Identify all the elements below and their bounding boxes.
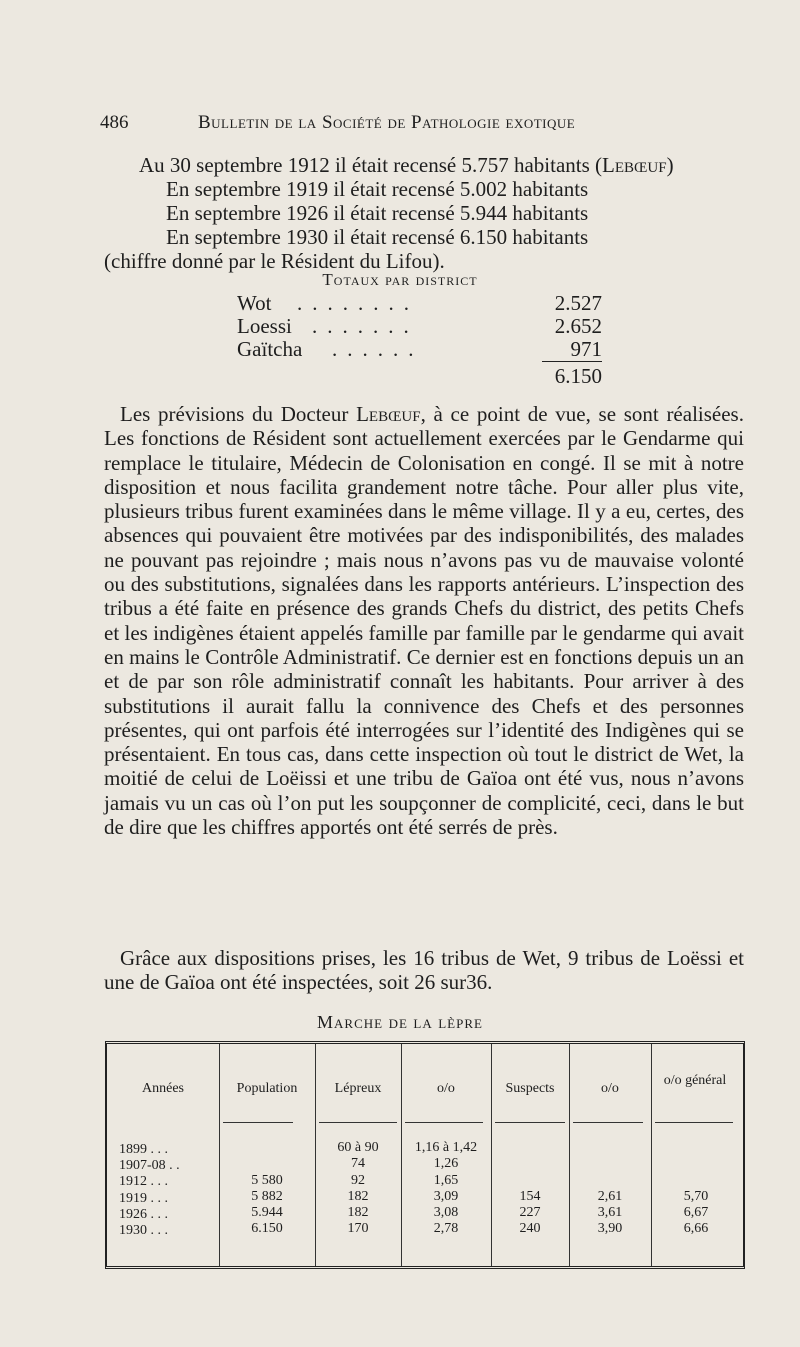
table-row-year: 1919 . . . <box>119 1191 168 1206</box>
cell-lepreux: 170 <box>347 1221 369 1236</box>
header-pct-general: o/o général <box>663 1073 727 1088</box>
district-value: 971 <box>570 337 602 361</box>
header-rule <box>655 1122 733 1123</box>
table-title: Marche de la lèpre <box>317 1012 483 1032</box>
header-rule <box>573 1122 643 1123</box>
cell-suspects: 240 <box>519 1221 541 1236</box>
leprosy-table <box>105 1041 745 1269</box>
leader-dots: ....... <box>312 314 419 338</box>
journal-title: Bulletin de la Société de Pathologie exotique <box>198 112 576 133</box>
census-line-2: En septembre 1919 il était recensé 5.002 habitants <box>166 177 589 201</box>
cell-pct-general: 6,67 <box>683 1205 709 1220</box>
author-name: Lebœuf <box>356 402 421 426</box>
table-row-year: 1912 . . . <box>119 1174 168 1189</box>
cell-pct: 1,16 à 1,42 <box>414 1140 478 1155</box>
cell-pct: 2,78 <box>433 1221 459 1236</box>
header-lepreux: Lépreux <box>334 1081 382 1096</box>
header-pct-suspects: o/o <box>601 1081 619 1096</box>
header-population: Population <box>236 1081 298 1096</box>
author-name: Lebœuf <box>602 153 667 177</box>
cell-lepreux: 182 <box>347 1205 369 1220</box>
table-row-year: 1930 . . . <box>119 1223 168 1238</box>
census-line-4: En septembre 1930 il était recensé 6.150 habitants <box>166 225 589 249</box>
cell-suspects: 154 <box>519 1189 541 1204</box>
cell-lepreux: 182 <box>347 1189 369 1204</box>
header-pct: o/o <box>437 1081 455 1096</box>
district-name: Gaïtcha <box>237 337 303 361</box>
header-rule <box>319 1122 397 1123</box>
table-row-year: 1926 . . . <box>119 1207 168 1222</box>
header-rule <box>495 1122 565 1123</box>
cell-lepreux: 92 <box>351 1173 365 1188</box>
cell-pct-general: 6,66 <box>683 1221 709 1236</box>
page-number: 486 <box>100 112 129 133</box>
district-value: 2.652 <box>554 314 602 338</box>
cell-pct-suspects: 3,61 <box>597 1205 623 1220</box>
census-line-1: Au 30 septembre 1912 il était recensé 5.757 habitants (Lebœuf) <box>139 153 674 177</box>
census-line-5: (chiffre donné par le Résident du Lifou). <box>104 249 445 273</box>
district-totals-title: Totaux par district <box>322 270 478 289</box>
cell-pct: 1,26 <box>433 1156 459 1171</box>
total-rule <box>542 361 602 362</box>
district-total: 6.150 <box>554 364 602 388</box>
header-annees: Années <box>142 1081 184 1096</box>
cell-suspects: 227 <box>519 1205 541 1220</box>
cell-lepreux: 60 à 90 <box>337 1140 379 1155</box>
district-name: Loessi <box>237 314 292 338</box>
cell-pct-suspects: 3,90 <box>597 1221 623 1236</box>
district-value: 2.527 <box>554 291 602 315</box>
header-rule <box>223 1122 293 1123</box>
cell-lepreux: 74 <box>351 1156 365 1171</box>
leader-dots: ...... <box>332 337 424 361</box>
cell-pct-suspects: 2,61 <box>597 1189 623 1204</box>
cell-population: 6.150 <box>251 1221 283 1236</box>
paragraph-1: Les prévisions du Docteur Lebœuf, à ce point de vue, se sont réalisées. Les fonctions de Résident sont actuellement exercées par le Gendarme qui remplace le titulaire, Médecin de Colonisation en congé. Il se mit à notre disposition et nous facilita grandement notre tâche. Pour aller plus vite, plusieurs tribus furent examinées dans le même village. Il y a eu, certes, des absences qui pouvaient être motivées par des indisponibilités, des malades ne pouvant pas rejoindre ; mais nous n’avons pas vu de mauvaise volonté ou des substitutions, signalées dans les rapports antérieurs. L’inspection des tribus a été faite en présence des grands Chefs du district, des petits Chefs et les indigènes étaient appelés famille par famille par le gendarme qui avait en mains le Contrôle Administratif. Ce dernier est en fonctions depuis un an et de par son rôle administratif connaît les habitants. Pour arriver à des substitutions il aurait fallu la connivence des Chefs et des personnes présentes, qui ont parfois été interrogées sur l’identité des Indigènes qui se présentaient. En tous cas, dans cette inspection où tout le district de Wet, la moitié de celui de Loëissi et une tribu de Gaïoa ont été vus, nous n’avons jamais vu un cas où l’on put les soupçonner de complicité, ceci, dans le but de dire que les chiffres apportés ont été serrés de près. <box>104 402 744 840</box>
table-row-year: 1907-08 . . <box>119 1158 180 1173</box>
cell-pct: 1,65 <box>433 1173 459 1188</box>
leader-dots: ........ <box>297 291 419 315</box>
table-row-year: 1899 . . . <box>119 1142 168 1157</box>
census-line-3: En septembre 1926 il était recensé 5.944 habitants <box>166 201 589 225</box>
district-name: Wot <box>237 291 272 315</box>
header-suspects: Suspects <box>505 1081 555 1096</box>
cell-population: 5.944 <box>251 1205 283 1220</box>
header-rule <box>405 1122 483 1123</box>
cell-pct-general: 5,70 <box>683 1189 709 1204</box>
cell-population: 5 580 <box>251 1173 283 1188</box>
paragraph-2: Grâce aux dispositions prises, les 16 tribus de Wet, 9 tribus de Loëssi et une de Gaïoa ont été inspectées, soit 26 sur36. <box>104 946 744 995</box>
cell-pct: 3,08 <box>433 1205 459 1220</box>
cell-population: 5 882 <box>251 1189 283 1204</box>
cell-pct: 3,09 <box>433 1189 459 1204</box>
